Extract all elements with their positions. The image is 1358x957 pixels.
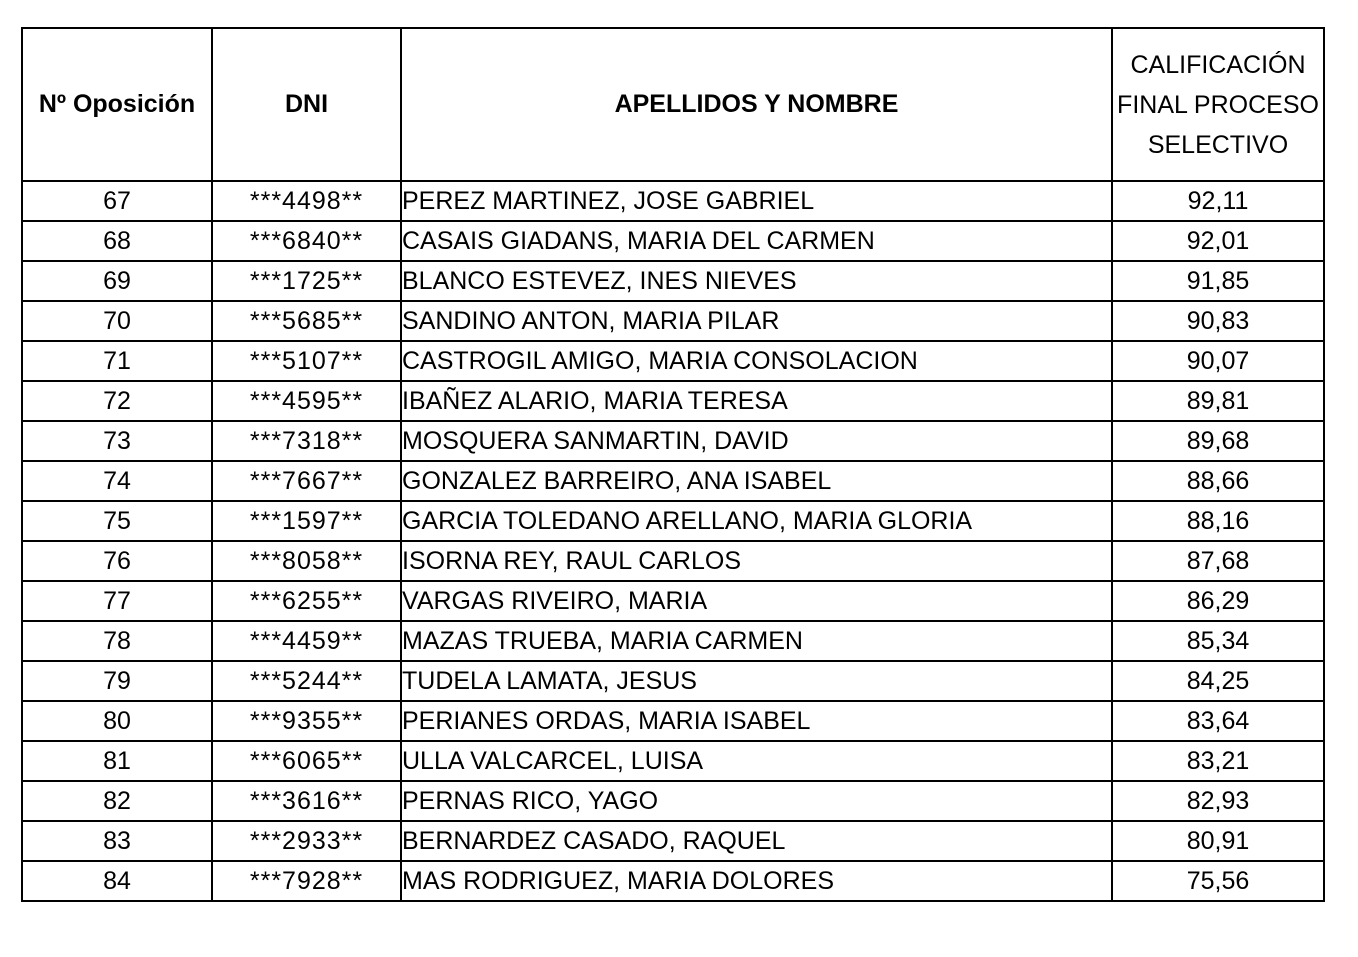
cell-grade: 83,21 <box>1112 741 1324 781</box>
table-row <box>22 421 1324 461</box>
table-row <box>22 621 1324 661</box>
cell-name: ISORNA REY, RAUL CARLOS <box>401 541 1112 581</box>
cell-num: 73 <box>22 421 212 461</box>
cell-dni: ***6840** <box>212 221 401 261</box>
cell-num: 80 <box>22 701 212 741</box>
cell-grade: 83,64 <box>1112 701 1324 741</box>
cell-grade: 85,34 <box>1112 621 1324 661</box>
cell-num: 79 <box>22 661 212 701</box>
cell-name: GARCIA TOLEDANO ARELLANO, MARIA GLORIA <box>401 501 1112 541</box>
cell-grade: 82,93 <box>1112 781 1324 821</box>
table-row <box>22 181 1324 221</box>
cell-dni: ***2933** <box>212 821 401 861</box>
cell-name: IBAÑEZ ALARIO, MARIA TERESA <box>401 381 1112 421</box>
table-row <box>22 261 1324 301</box>
table-row <box>22 501 1324 541</box>
cell-num: 84 <box>22 861 212 901</box>
cell-name: SANDINO ANTON, MARIA PILAR <box>401 301 1112 341</box>
cell-num: 76 <box>22 541 212 581</box>
cell-grade: 91,85 <box>1112 261 1324 301</box>
cell-grade: 80,91 <box>1112 821 1324 861</box>
cell-name: VARGAS RIVEIRO, MARIA <box>401 581 1112 621</box>
table-row <box>22 661 1324 701</box>
cell-grade: 75,56 <box>1112 861 1324 901</box>
cell-num: 67 <box>22 181 212 221</box>
cell-name: BLANCO ESTEVEZ, INES NIEVES <box>401 261 1112 301</box>
cell-dni: ***3616** <box>212 781 401 821</box>
cell-dni: ***4595** <box>212 381 401 421</box>
cell-name: CASTROGIL AMIGO, MARIA CONSOLACION <box>401 341 1112 381</box>
table-row <box>22 461 1324 501</box>
table-row <box>22 741 1324 781</box>
cell-grade: 90,07 <box>1112 341 1324 381</box>
table-row <box>22 221 1324 261</box>
header-grade <box>1112 28 1324 181</box>
table-row <box>22 301 1324 341</box>
cell-dni: ***7318** <box>212 421 401 461</box>
cell-dni: ***6065** <box>212 741 401 781</box>
cell-num: 72 <box>22 381 212 421</box>
header-grade-line2: FINAL PROCESO <box>1117 90 1319 119</box>
cell-dni: ***5244** <box>212 661 401 701</box>
table-row <box>22 381 1324 421</box>
cell-num: 75 <box>22 501 212 541</box>
cell-grade: 84,25 <box>1112 661 1324 701</box>
cell-num: 81 <box>22 741 212 781</box>
cell-dni: ***7928** <box>212 861 401 901</box>
cell-num: 78 <box>22 621 212 661</box>
cell-num: 69 <box>22 261 212 301</box>
cell-grade: 89,68 <box>1112 421 1324 461</box>
table-header <box>22 28 1324 181</box>
cell-grade: 88,66 <box>1112 461 1324 501</box>
cell-num: 77 <box>22 581 212 621</box>
table-row <box>22 581 1324 621</box>
results-table <box>21 27 1325 902</box>
cell-dni: ***5107** <box>212 341 401 381</box>
cell-grade: 86,29 <box>1112 581 1324 621</box>
table-row <box>22 341 1324 381</box>
cell-name: MAZAS TRUEBA, MARIA CARMEN <box>401 621 1112 661</box>
cell-name: ULLA VALCARCEL, LUISA <box>401 741 1112 781</box>
cell-dni: ***6255** <box>212 581 401 621</box>
table-body <box>22 181 1324 901</box>
cell-dni: ***1725** <box>212 261 401 301</box>
cell-grade: 92,01 <box>1112 221 1324 261</box>
cell-grade: 88,16 <box>1112 501 1324 541</box>
cell-grade: 89,81 <box>1112 381 1324 421</box>
cell-name: PEREZ MARTINEZ, JOSE GABRIEL <box>401 181 1112 221</box>
cell-name: GONZALEZ BARREIRO, ANA ISABEL <box>401 461 1112 501</box>
header-name: APELLIDOS Y NOMBRE <box>401 28 1112 181</box>
cell-grade: 90,83 <box>1112 301 1324 341</box>
cell-name: TUDELA LAMATA, JESUS <box>401 661 1112 701</box>
header-grade-line1: CALIFICACIÓN <box>1130 50 1306 79</box>
cell-dni: ***5685** <box>212 301 401 341</box>
cell-num: 70 <box>22 301 212 341</box>
cell-num: 83 <box>22 821 212 861</box>
cell-dni: ***7667** <box>212 461 401 501</box>
cell-name: MOSQUERA SANMARTIN, DAVID <box>401 421 1112 461</box>
header-row <box>22 28 1324 181</box>
cell-name: PERIANES ORDAS, MARIA ISABEL <box>401 701 1112 741</box>
cell-name: CASAIS GIADANS, MARIA DEL CARMEN <box>401 221 1112 261</box>
cell-dni: ***4459** <box>212 621 401 661</box>
table-row <box>22 701 1324 741</box>
table-row <box>22 861 1324 901</box>
header-grade-line3: SELECTIVO <box>1147 130 1289 159</box>
cell-dni: ***9355** <box>212 701 401 741</box>
cell-grade: 92,11 <box>1112 181 1324 221</box>
header-dni: DNI <box>212 28 401 181</box>
cell-dni: ***8058** <box>212 541 401 581</box>
table-row <box>22 821 1324 861</box>
cell-num: 68 <box>22 221 212 261</box>
cell-dni: ***1597** <box>212 501 401 541</box>
cell-name: BERNARDEZ CASADO, RAQUEL <box>401 821 1112 861</box>
table-row <box>22 541 1324 581</box>
cell-num: 82 <box>22 781 212 821</box>
header-num: Nº Oposición <box>22 28 212 181</box>
cell-name: MAS RODRIGUEZ, MARIA DOLORES <box>401 861 1112 901</box>
cell-dni: ***4498** <box>212 181 401 221</box>
cell-num: 71 <box>22 341 212 381</box>
cell-name: PERNAS RICO, YAGO <box>401 781 1112 821</box>
cell-num: 74 <box>22 461 212 501</box>
table-row <box>22 781 1324 821</box>
cell-grade: 87,68 <box>1112 541 1324 581</box>
